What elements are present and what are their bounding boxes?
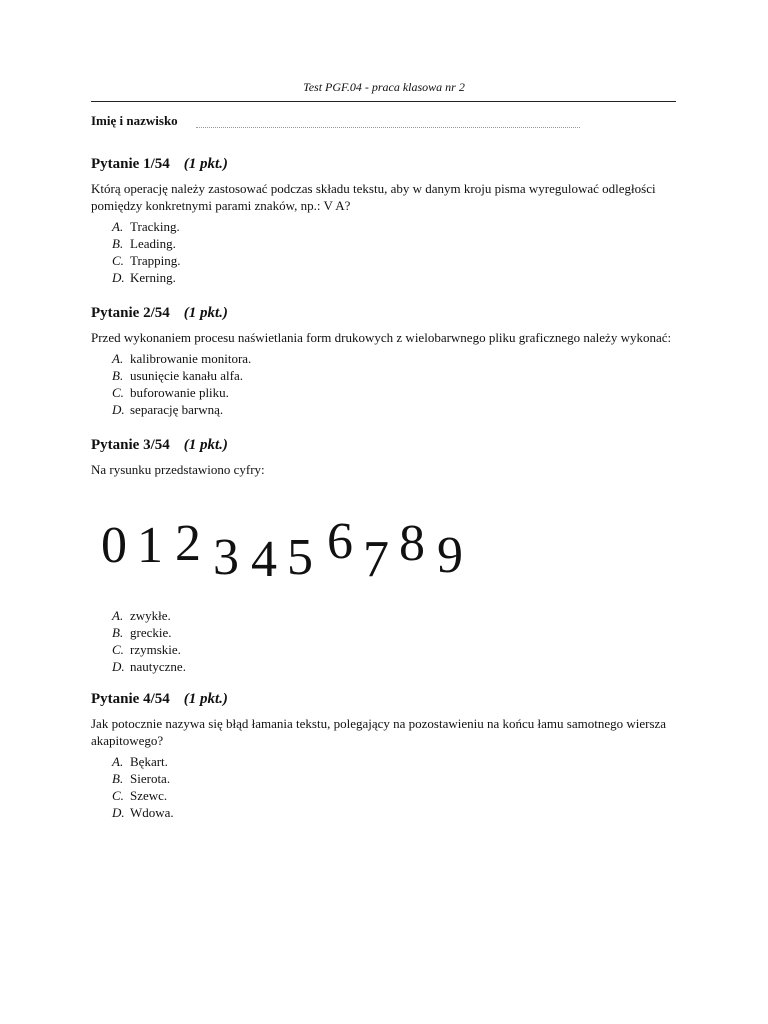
option-letter: C. xyxy=(112,253,124,268)
question-text: Jak potocznie nazywa się błąd łamania tekstu, polegający na pozostawieniu na końcu łamu samotnego wiersza akapitowego? xyxy=(91,716,667,748)
answer-option-a[interactable] xyxy=(91,607,681,624)
question-points: (1 pkt.) xyxy=(183,437,228,453)
digit-glyph: 5 xyxy=(287,529,313,586)
option-letter: C. xyxy=(112,385,124,400)
digit-glyph: 1 xyxy=(137,517,163,574)
question-points: (1 pkt.) xyxy=(183,156,228,172)
option-letter: C. xyxy=(112,788,124,803)
option-letter: B. xyxy=(112,368,124,383)
option-letter: D. xyxy=(112,805,125,820)
answer-option-d[interactable] xyxy=(91,401,681,418)
answer-options xyxy=(91,607,681,675)
answer-option-a[interactable] xyxy=(91,350,681,367)
option-text: kalibrowanie monitora. xyxy=(130,351,252,366)
question-number: Pytanie 1/54 xyxy=(91,156,170,172)
option-letter: B. xyxy=(112,236,124,251)
option-letter: D. xyxy=(112,659,125,674)
answer-options xyxy=(91,753,681,821)
option-text: Leading. xyxy=(130,236,176,251)
option-letter: C. xyxy=(112,642,124,657)
digit-glyph: 6 xyxy=(327,513,353,570)
digit-glyph: 9 xyxy=(437,527,463,584)
answer-option-c[interactable] xyxy=(91,787,681,804)
option-letter: A. xyxy=(112,754,124,769)
question-text: Którą operację należy zastosować podczas składu tekstu, aby w danym kroju pisma wyregulować odległości pomiędzy konkretnymi parami znaków, np.: V A? xyxy=(91,181,656,213)
question-3-answers xyxy=(91,603,681,675)
digit-glyph: 7 xyxy=(363,531,389,586)
option-text: rzymskie. xyxy=(130,642,181,657)
digit-glyph: 0 xyxy=(101,517,127,574)
answer-option-d[interactable] xyxy=(91,804,681,821)
oldstyle-digits-figure xyxy=(95,506,495,586)
option-text: Kerning. xyxy=(130,270,176,285)
option-text: zwykłe. xyxy=(130,608,171,623)
question-points: (1 pkt.) xyxy=(183,691,228,707)
answer-option-d[interactable] xyxy=(91,658,681,675)
answer-options xyxy=(91,350,681,418)
option-letter: B. xyxy=(112,771,124,786)
question-4 xyxy=(91,689,681,821)
option-letter: A. xyxy=(112,608,124,623)
answer-option-b[interactable] xyxy=(91,624,681,641)
question-text: Przed wykonaniem procesu naświetlania form drukowych z wielobarwnego pliku graficznego należy wykonać: xyxy=(91,330,672,345)
answer-option-c[interactable] xyxy=(91,252,681,269)
answer-option-b[interactable] xyxy=(91,235,681,252)
question-number: Pytanie 2/54 xyxy=(91,305,170,321)
answer-option-b[interactable] xyxy=(91,367,681,384)
option-text: Bękart. xyxy=(130,754,168,769)
digit-glyph: 4 xyxy=(251,531,277,586)
digit-glyph: 2 xyxy=(175,515,201,572)
question-number: Pytanie 3/54 xyxy=(91,437,170,453)
option-text: Sierota. xyxy=(130,771,171,786)
question-1 xyxy=(91,154,681,286)
option-text: Szewc. xyxy=(130,788,168,803)
option-text: Wdowa. xyxy=(130,805,174,820)
option-text: greckie. xyxy=(130,625,172,640)
answer-option-c[interactable] xyxy=(91,384,681,401)
option-letter: D. xyxy=(112,270,125,285)
answer-option-b[interactable] xyxy=(91,770,681,787)
question-2 xyxy=(91,303,681,418)
option-text: Trapping. xyxy=(130,253,181,268)
option-text: usunięcie kanału alfa. xyxy=(130,368,243,383)
answer-option-d[interactable] xyxy=(91,269,681,286)
option-text: buforowanie pliku. xyxy=(130,385,229,400)
question-points: (1 pkt.) xyxy=(183,305,228,321)
question-number: Pytanie 4/54 xyxy=(91,691,170,707)
answer-option-a[interactable] xyxy=(91,218,681,235)
option-text: separację barwną. xyxy=(130,402,224,417)
option-letter: B. xyxy=(112,625,124,640)
digit-glyph: 3 xyxy=(213,529,239,586)
option-text: Tracking. xyxy=(130,219,180,234)
question-text: Na rysunku przedstawiono cyfry: xyxy=(91,462,265,477)
name-field-label: Imię i nazwisko xyxy=(91,113,178,128)
answer-option-c[interactable] xyxy=(91,641,681,658)
answer-options xyxy=(91,218,681,286)
option-letter: D. xyxy=(112,402,125,417)
document-header-title: Test PGF.04 - praca klasowa nr 2 xyxy=(303,80,465,94)
name-field-line[interactable] xyxy=(196,127,580,128)
digit-glyph: 8 xyxy=(399,515,425,572)
question-3 xyxy=(91,435,681,478)
option-letter: A. xyxy=(112,351,124,366)
option-text: nautyczne. xyxy=(130,659,186,674)
header-divider xyxy=(91,101,676,102)
answer-option-a[interactable] xyxy=(91,753,681,770)
option-letter: A. xyxy=(112,219,124,234)
